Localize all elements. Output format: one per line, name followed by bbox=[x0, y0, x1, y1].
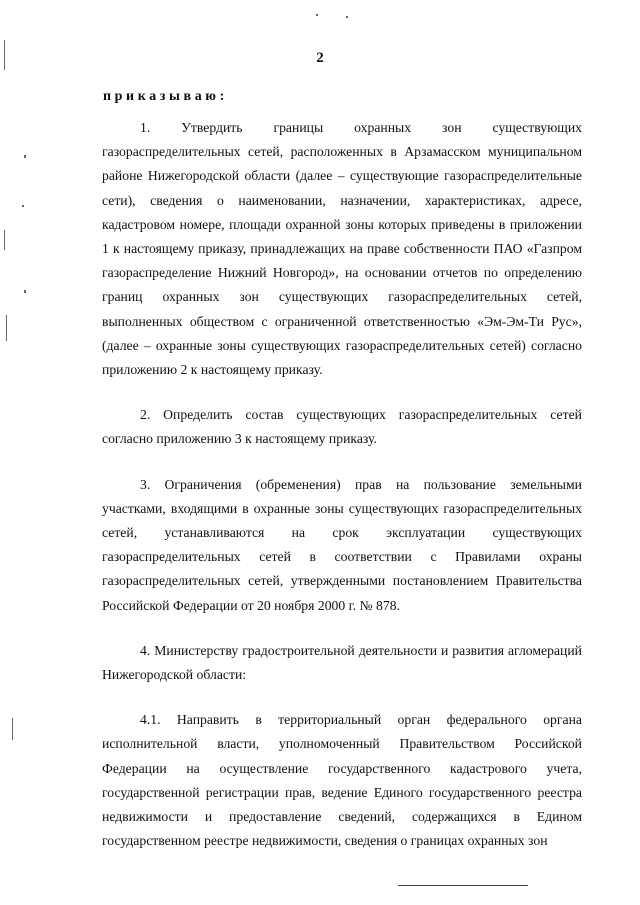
scan-mark bbox=[12, 718, 13, 740]
paragraph-1: 1. Утвердить границы охранных зон существующих газораспределительных сетей, расположенных в Арзамасском муниципальном районе Нижегородской области (далее – существующие газораспределительные сети), сведения о наименовании, назначении, характеристиках, адресе, кадастровом номере, площади охранной зоны которых приведены в приложении 1 к настоящему приказу, принадлежащих на праве собственности ПАО «Газпром газораспределение Нижний Новгород», на основании отчетов по определению границ охранных зон существующих газораспределительных сетей, выполненных обществом с ограниченной ответственностью «Эм-Эм-Ти Рус», (далее – охранные зоны существующих газораспределительных сетей) согласно приложению 2 к настоящему приказу. bbox=[102, 120, 582, 378]
scan-dot bbox=[24, 290, 26, 293]
scan-mark bbox=[4, 230, 5, 250]
scan-dot bbox=[24, 155, 26, 158]
order-intro: приказываю: bbox=[103, 89, 228, 104]
scan-mark bbox=[6, 315, 7, 341]
scan-dot bbox=[316, 14, 318, 16]
document-body bbox=[102, 116, 582, 874]
scan-dot bbox=[346, 16, 348, 18]
bottom-scan-line bbox=[398, 885, 528, 886]
paragraph-4-1: 4.1. Направить в территориальный орган федерального органа исполнительной власти, уполномоченный Правительством Российской Федерации на осуществление государственного кадастрового учета, государственной регистрации прав, ведение Единого государственного реестра недвижимости и предоставление сведений, содержащихся в Едином государственном реестре недвижимости, сведения о границах охранных зон bbox=[102, 712, 582, 849]
page-number: 2 bbox=[316, 50, 324, 66]
paragraph-3: 3. Ограничения (обременения) прав на пользование земельными участками, входящими в охранные зоны существующих газораспределительных сетей, устанавливаются на срок эксплуатации существующих газораспределительных сетей в соответствии с Правилами охраны газораспределительных сетей, утвержденными постановлением Правительства Российской Федерации от 20 ноября 2000 г. № 878. bbox=[102, 476, 582, 613]
paragraph-2: 2. Определить состав существующих газораспределительных сетей согласно приложению 3 к настоящему приказу. bbox=[102, 407, 582, 447]
scan-dot bbox=[22, 205, 24, 207]
paragraph-4: 4. Министерству градостроительной деятельности и развития агломераций Нижегородской области: bbox=[102, 642, 582, 683]
